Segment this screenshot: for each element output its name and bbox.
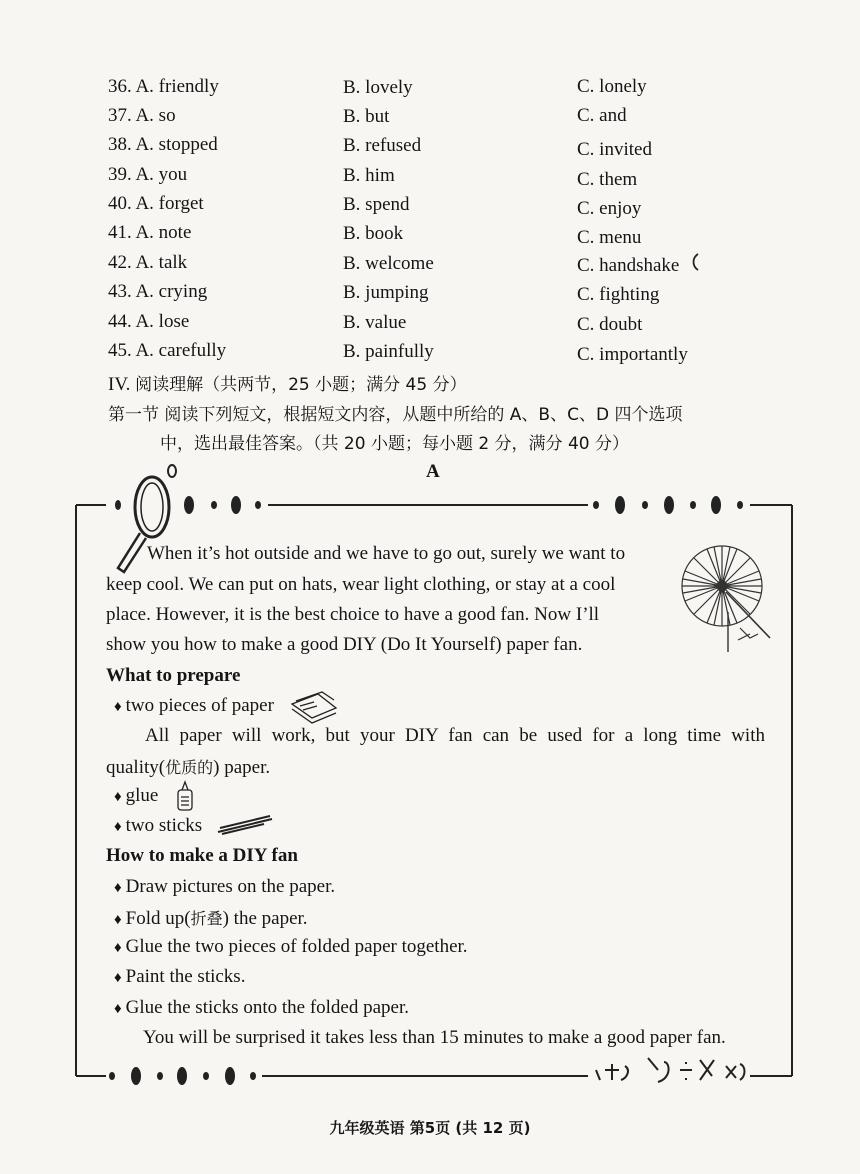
option-b: B. refused <box>343 135 422 156</box>
paper-fan-picture <box>682 546 770 652</box>
option-a: 43. A. crying <box>108 281 208 302</box>
dot-ornament-bottom-left <box>109 1067 256 1085</box>
option-c: C. them <box>577 169 638 190</box>
closing-line: You will be surprised it takes less than 15 minutes to make a good paper fan. <box>143 1027 726 1048</box>
bullet-icon: ♦ <box>114 699 122 715</box>
option-c: C. and <box>577 105 627 126</box>
instruction-line-2: 中，选出最佳答案。（共 20 小题；每小题 2 分，满分 40 分） <box>160 434 630 454</box>
option-a: 44. A. lose <box>108 311 190 332</box>
option-c: C. importantly <box>577 344 688 365</box>
prepare-note-line-1: All paper will work, but your DIY fan can be used for a long time with <box>145 725 765 746</box>
prepare-note-line-2: quality(优质的) paper. <box>106 757 271 778</box>
option-a: 39. A. you <box>108 164 188 185</box>
option-a: 42. A. talk <box>108 252 188 273</box>
section-number: IV. <box>108 374 131 395</box>
prepare-item-glue: ♦ glue <box>114 785 159 806</box>
option-b: B. lovely <box>343 77 413 98</box>
prepare-item-paper: ♦ two pieces of paper <box>114 695 274 716</box>
howto-heading: How to make a DIY fan <box>106 845 298 866</box>
step-2: ♦ Fold up(折叠) the paper. <box>114 908 308 929</box>
glue-bottle-icon <box>178 782 192 810</box>
sticks-icon <box>218 816 272 834</box>
prepare-heading: What to prepare <box>106 665 241 686</box>
bullet-icon: ♦ <box>114 880 122 896</box>
bullet-icon: ♦ <box>114 912 122 928</box>
option-c: C. handshake <box>577 255 680 276</box>
option-b: B. welcome <box>343 253 434 274</box>
instruction-line-1: 第一节 阅读下列短文，根据短文内容，从题中所给的 A、B、C、D 四个选项 <box>108 405 683 425</box>
dot-ornament-top-right <box>593 496 743 514</box>
option-a: 41. A. note <box>108 222 192 243</box>
intro-line-2: keep cool. We can put on hats, wear light clothing, or stay at a cool <box>106 574 616 595</box>
option-a: 38. A. stopped <box>108 134 218 155</box>
step-3: ♦ Glue the two pieces of folded paper together. <box>114 936 468 957</box>
option-b: B. book <box>343 223 404 244</box>
option-a: 37. A. so <box>108 105 176 126</box>
prepare-item-sticks: ♦ two sticks <box>114 815 203 836</box>
bullet-icon: ♦ <box>114 819 122 835</box>
option-c: C. lonely <box>577 76 647 97</box>
step-5: ♦ Glue the sticks onto the folded paper. <box>114 997 410 1018</box>
option-c: C. enjoy <box>577 198 642 219</box>
intro-line-3: place. However, it is the best choice to have a good fan. Now I’ll <box>106 604 600 625</box>
handwritten-bracket <box>694 254 699 270</box>
option-b: B. but <box>343 106 390 127</box>
bullet-icon: ♦ <box>114 970 122 986</box>
section-title-text: 阅读理解（共两节，25 小题；满分 45 分） <box>135 375 467 395</box>
handwritten-marks <box>596 1058 745 1082</box>
option-a: 45. A. carefully <box>108 340 227 361</box>
passage-letter: A <box>426 461 440 482</box>
option-c: C. fighting <box>577 284 660 305</box>
bullet-icon: ♦ <box>114 789 122 805</box>
intro-line-4: show you how to make a good DIY (Do It Yourself) paper fan. <box>106 634 583 655</box>
option-b: B. jumping <box>343 282 429 303</box>
option-b: B. painfully <box>343 341 434 362</box>
step-4: ♦ Paint the sticks. <box>114 966 246 987</box>
option-c: C. menu <box>577 227 642 248</box>
option-c: C. invited <box>577 139 652 160</box>
option-a: 36. A. friendly <box>108 76 219 97</box>
option-b: B. him <box>343 165 395 186</box>
bullet-icon: ♦ <box>114 1001 122 1017</box>
paper-stack-icon <box>292 692 336 723</box>
bullet-icon: ♦ <box>114 940 122 956</box>
option-a: 40. A. forget <box>108 193 204 214</box>
step-1: ♦ Draw pictures on the paper. <box>114 876 336 897</box>
option-b: B. value <box>343 312 407 333</box>
intro-line-1: When it’s hot outside and we have to go out, surely we want to <box>147 543 626 564</box>
option-c: C. doubt <box>577 314 643 335</box>
page-footer: 九年级英语 第5页 (共 12 页) <box>329 1119 531 1137</box>
option-b: B. spend <box>343 194 410 215</box>
